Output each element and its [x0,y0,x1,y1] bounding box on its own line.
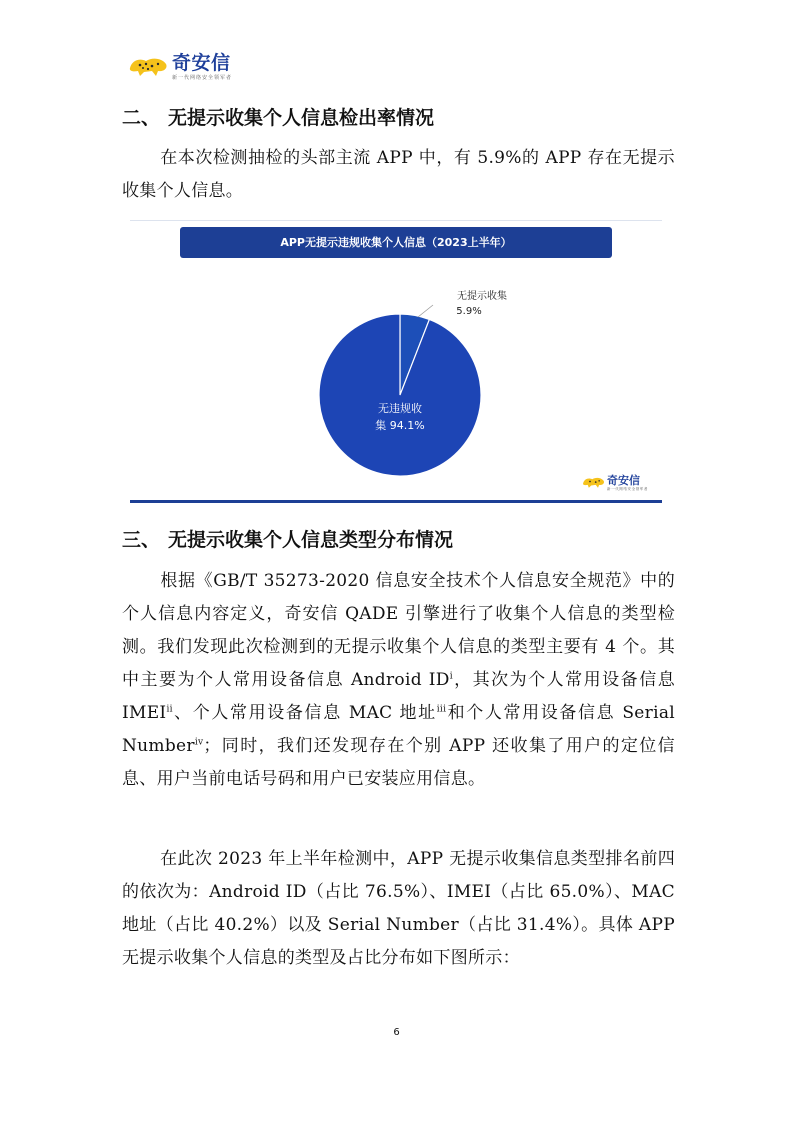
outer-label-line-2: 5.9% [456,306,482,317]
outer-label-line-1: 无提示收集 [457,291,507,302]
page-number: 6 [393,1027,400,1038]
section-2-paragraph: 在本次检测抽检的头部主流 APP 中，有 5.9%的 APP 存在无提示收集个人信息。 [122,148,675,201]
logo-name: 奇安信 [172,52,231,74]
pie-chart [130,220,662,503]
chart-bottom-divider [130,500,662,503]
mini-leopard-icon [582,474,606,489]
section-2-heading [122,103,434,130]
footnote-ref-2[interactable]: ii [166,704,173,715]
company-logo [128,52,232,81]
section-3-heading [122,525,453,552]
watermark-slogan: 新一代网络安全领军者 [607,487,648,491]
section-3-title: 无提示收集个人信息类型分布情况 [168,529,454,551]
logo-slogan: 新一代网络安全领军者 [172,75,233,81]
watermark-name: 奇安信 [607,474,640,487]
chart-watermark-logo [582,474,648,492]
inner-label-line-2: 集 94.1% [375,419,425,432]
pie-svg [130,220,662,503]
section-3-number: 三、 [122,529,161,551]
slice-leader-line [418,305,433,317]
inner-label-line-1: 无违规收 [378,402,422,415]
section-3-paragraph-2: 在此次 2023 年上半年检测中，APP 无提示收集信息类型排名前四的依次为：Android ID（占比 76.5%）、IMEI（占比 65.0%）、MAC 地址（占比 40.2%）以及 Serial Number（占比 31.4%）。具体 APP 无提示收集个人信息的类型及占比分布如下图所示： [122,849,675,968]
leopard-logo-icon [128,52,170,78]
footnote-ref-4[interactable]: iv [194,737,204,748]
footnote-ref-1[interactable]: i [449,671,453,682]
section-2-number: 二、 [122,107,161,129]
section-2-title: 无提示收集个人信息检出率情况 [168,107,435,129]
chart-title: APP无提示违规收集个人信息（2023上半年） [180,227,612,258]
pie-slice-2 [319,314,481,476]
section-3-paragraph-1: 根据《GB/T 35273-2020 信息安全技术个人信息安全规范》中的个人信息内容定义，奇安信 QADE 引擎进行了收集个人信息的类型检测。我们发现此次检测到的无提示收集个人信息的类型主要有 4 个。其中主要为个人常用设备信息 Android $ID^i$，其次为个人常用设备信息 IMEI$^{ii}$、个人常用设备信息 MAC 地址$^{iii}$和个人常用设备信息 Serial Number$^{iv}$；同时，我们还发现存在个别 APP 还收集了用户的定位信息、用户当前电话号码和用户已安装应用信息。 [122,571,675,789]
footnote-ref-3[interactable]: iii [436,704,447,715]
